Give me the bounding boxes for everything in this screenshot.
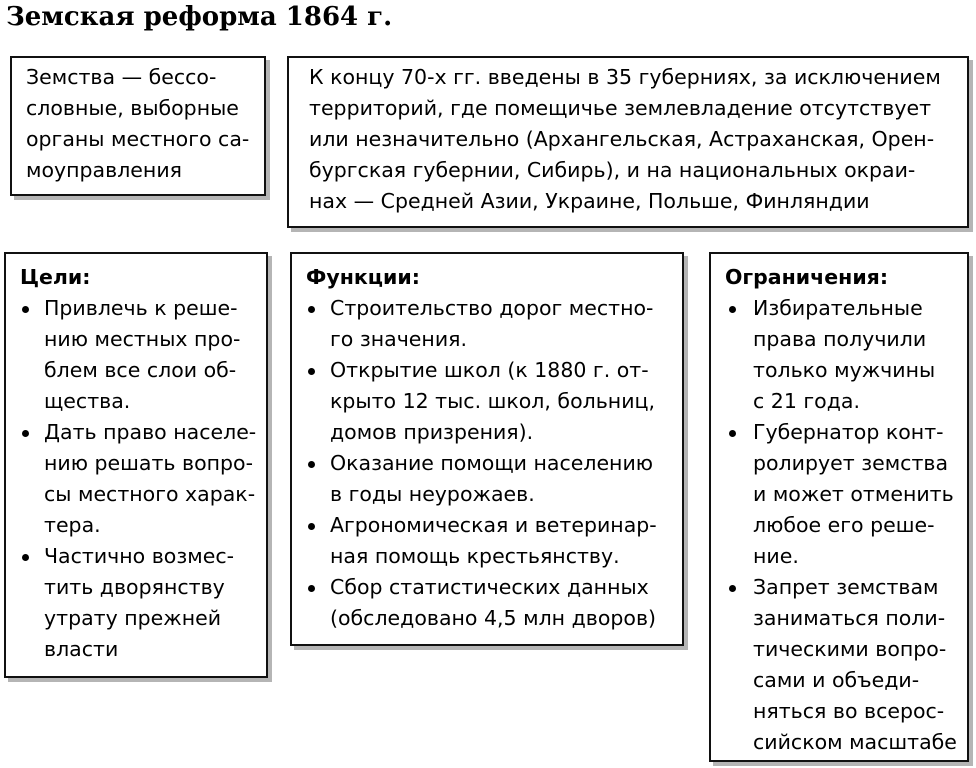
item-line: с 21 года.	[753, 389, 860, 413]
item-line: и может отменить	[753, 482, 954, 506]
item-line: Оказание помощи населению	[330, 451, 654, 475]
limits-item	[719, 417, 967, 572]
goals-item	[14, 293, 266, 417]
functions-box	[290, 252, 684, 646]
item-line: Привлечь к реше-	[44, 296, 238, 320]
scope-line: бургская губернии, Сибирь), и на национальных окраи-	[309, 158, 916, 182]
item-line: (обследовано 4,5 млн дворов)	[330, 606, 657, 630]
item-line: Сбор статистических данных	[330, 575, 649, 599]
item-line: сами и объеди-	[753, 668, 920, 692]
scope-line: К концу 70-х гг. введены в 35 губерниях, за исключением	[309, 65, 941, 89]
item-line: Дать право населе-	[44, 420, 257, 444]
item-line: любое его реше-	[753, 513, 935, 537]
limits-list	[719, 293, 967, 758]
item-line: го значения.	[330, 327, 467, 351]
goals-item	[14, 541, 266, 665]
item-line: крыто 12 тыс. школ, больниц,	[330, 389, 655, 413]
limits-item	[719, 572, 967, 758]
definition-line: органы местного са-	[26, 127, 250, 151]
goals-list	[14, 293, 266, 665]
item-line: Агрономическая и ветеринар-	[330, 513, 657, 537]
definition-line: словные, выборные	[26, 96, 239, 120]
scope-box	[287, 56, 969, 228]
item-line: Открытие школ (к 1880 г. от-	[330, 358, 649, 382]
functions-list	[300, 293, 682, 634]
goals-item	[14, 417, 266, 541]
limits-box	[709, 252, 969, 762]
item-line: ная помощь крестьянству.	[330, 544, 620, 568]
item-line: заниматься поли-	[753, 606, 946, 630]
item-line: Строительство дорог местно-	[330, 296, 654, 320]
item-line: ние.	[753, 544, 799, 568]
item-line: сийском масштабе	[753, 730, 957, 754]
page-title: Земская реформа 1864 г.	[6, 2, 393, 32]
goals-heading: Цели:	[20, 265, 91, 289]
item-line: домов призрения).	[330, 420, 534, 444]
item-line: нию решать вопро-	[44, 451, 253, 475]
item-line: права получили	[753, 327, 927, 351]
definition-box	[10, 56, 266, 196]
functions-heading: Функции:	[306, 265, 420, 289]
item-line: тить дворянству	[44, 575, 225, 599]
item-line: Губернатор конт-	[753, 420, 944, 444]
limits-item	[719, 293, 967, 417]
item-line: щества.	[44, 389, 131, 413]
item-line: сы местного харак-	[44, 482, 256, 506]
scope-line: нах — Средней Азии, Украине, Польше, Финляндии	[309, 189, 870, 213]
item-line: Частично возмес-	[44, 544, 234, 568]
definition-line: Земства — бессо-	[26, 65, 217, 89]
goals-box	[4, 252, 268, 678]
functions-item	[300, 448, 682, 510]
definition-line: моуправления	[26, 158, 182, 182]
item-line: утрату прежней	[44, 606, 222, 630]
item-line: в годы неурожаев.	[330, 482, 535, 506]
item-line: власти	[44, 637, 119, 661]
functions-item	[300, 572, 682, 634]
item-line: ролирует земства	[753, 451, 949, 475]
item-line: Запрет земствам	[753, 575, 939, 599]
item-line: тера.	[44, 513, 101, 537]
item-line: Избирательные	[753, 296, 923, 320]
functions-item	[300, 355, 682, 448]
functions-item	[300, 510, 682, 572]
functions-item	[300, 293, 682, 355]
item-line: тическими вопро-	[753, 637, 947, 661]
item-line: только мужчины	[753, 358, 936, 382]
item-line: няться во всерос-	[753, 699, 945, 723]
scope-line: или незначительно (Архангельская, Астраханская, Орен-	[309, 127, 935, 151]
item-line: нию местных про-	[44, 327, 241, 351]
item-line: блем все слои об-	[44, 358, 237, 382]
limits-heading: Ограничения:	[725, 265, 889, 289]
scope-line: территорий, где помещичье землевладение отсутствует	[309, 96, 932, 120]
